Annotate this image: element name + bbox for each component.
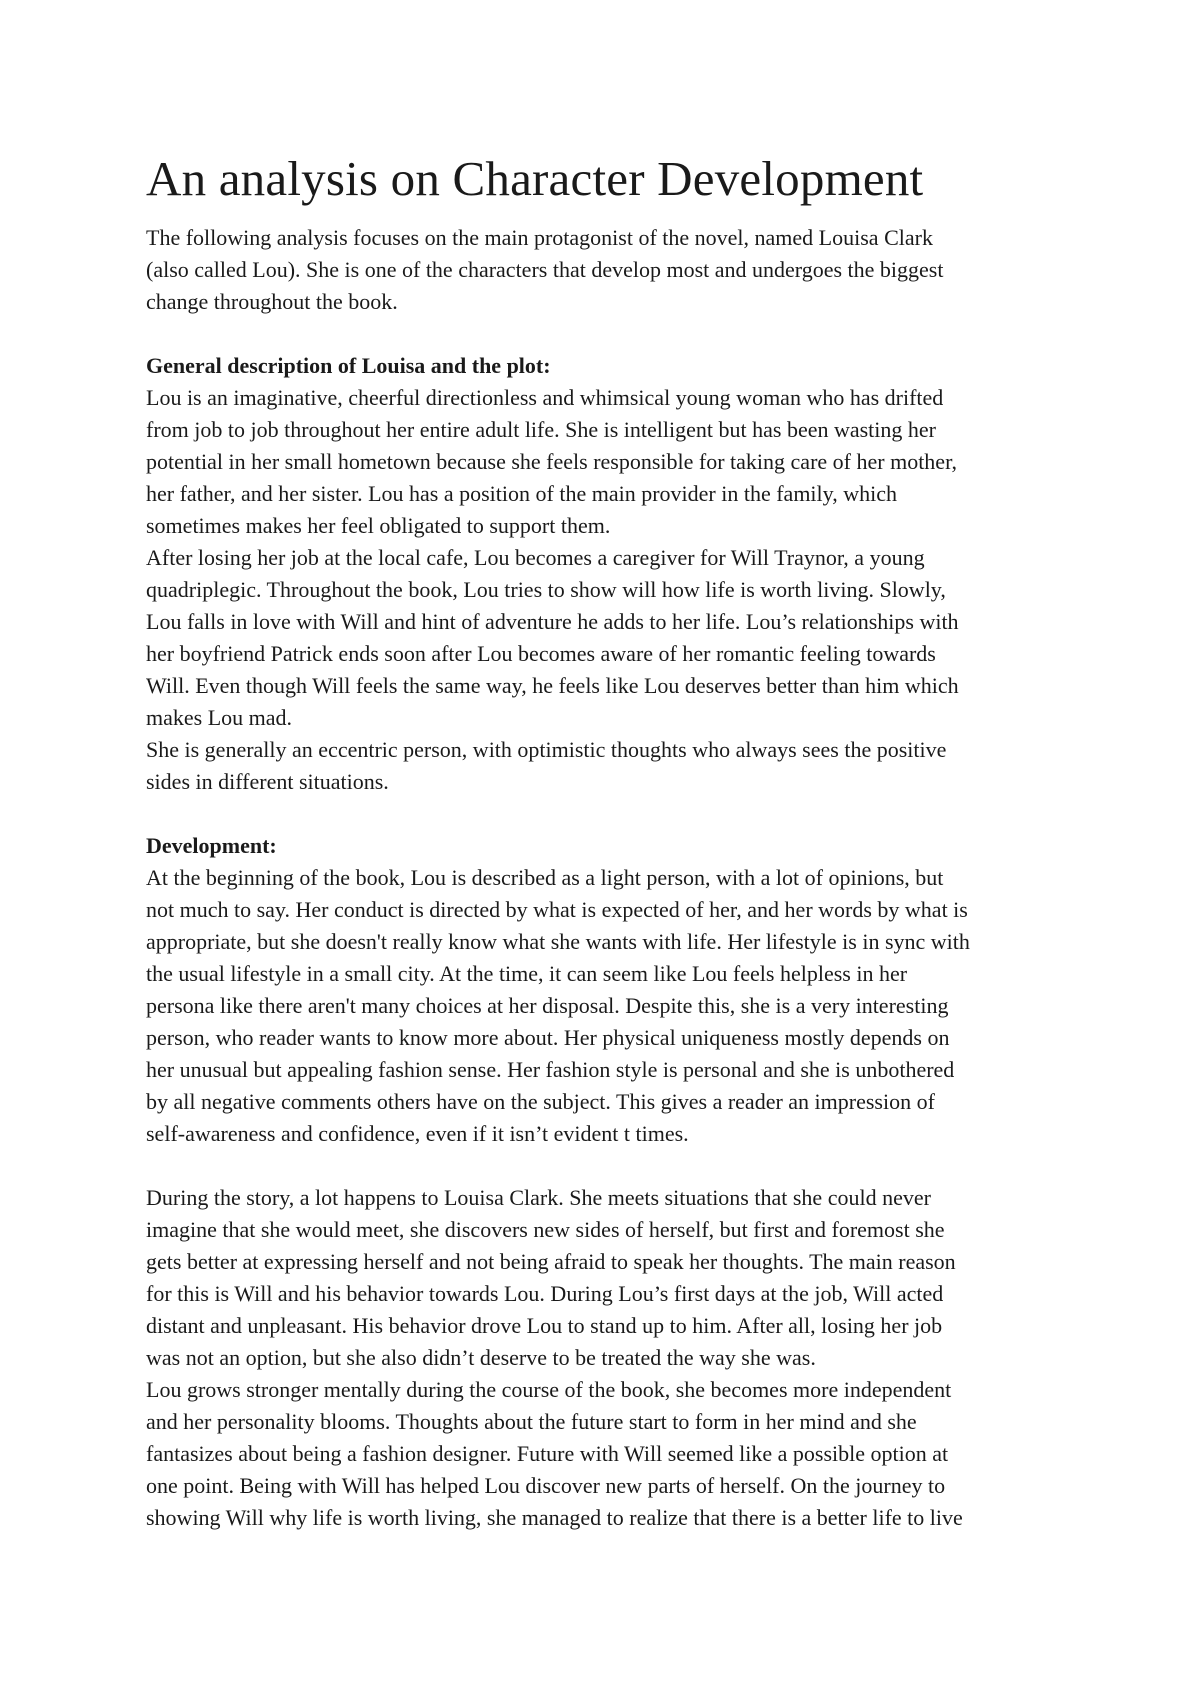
text-line: During the story, a lot happens to Louisa Clark. She meets situations that she could never [146, 1185, 931, 1210]
text-line: her unusual but appealing fashion sense. Her fashion style is personal and she is unbothered [146, 1057, 955, 1082]
text-line: She is generally an eccentric person, with optimistic thoughts who always sees the positive [146, 737, 947, 762]
text-line: The following analysis focuses on the main protagonist of the novel, named Louisa Clark [146, 225, 933, 250]
paragraph [146, 862, 1066, 1150]
text-line: one point. Being with Will has helped Lou discover new parts of herself. On the journey to [146, 1473, 946, 1498]
section-heading-general-description: General description of Louisa and the plot: [146, 353, 551, 378]
paragraph-spacer [146, 798, 1066, 830]
text-line: sometimes makes her feel obligated to support them. [146, 513, 611, 538]
text-line: After losing her job at the local cafe, Lou becomes a caregiver for Will Traynor, a young [146, 545, 925, 570]
text-line: makes Lou mad. [146, 705, 293, 730]
text-line: from job to job throughout her entire adult life. She is intelligent but has been wasting her [146, 417, 937, 442]
paragraph [146, 734, 1066, 798]
paragraph [146, 1182, 1066, 1374]
text-line: for this is Will and his behavior towards Lou. During Lou’s first days at the job, Will acted [146, 1281, 944, 1306]
text-line: Lou grows stronger mentally during the course of the book, she becomes more independent [146, 1377, 952, 1402]
text-line: Lou is an imaginative, cheerful directionless and whimsical young woman who has drifted [146, 385, 944, 410]
text-line: At the beginning of the book, Lou is described as a light person, with a lot of opinions, but [146, 865, 944, 890]
text-line: person, who reader wants to know more about. Her physical uniqueness mostly depends on [146, 1025, 950, 1050]
paragraph-spacer [146, 318, 1066, 350]
text-line: not much to say. Her conduct is directed by what is expected of her, and her words by what is [146, 897, 968, 922]
text-line: her boyfriend Patrick ends soon after Lou becomes aware of her romantic feeling towards [146, 641, 936, 666]
text-line: imagine that she would meet, she discovers new sides of herself, but first and foremost she [146, 1217, 945, 1242]
text-line: Will. Even though Will feels the same way, he feels like Lou deserves better than him which [146, 673, 959, 698]
text-line: sides in different situations. [146, 769, 389, 794]
text-line: persona like there aren't many choices at her disposal. Despite this, she is a very interesting [146, 993, 949, 1018]
paragraph [146, 542, 1066, 734]
text-line: (also called Lou). She is one of the characters that develop most and undergoes the biggest [146, 257, 944, 282]
text-line: was not an option, but she also didn’t deserve to be treated the way she was. [146, 1345, 816, 1370]
document-title: An analysis on Character Development [146, 151, 924, 206]
text-line: her father, and her sister. Lou has a position of the main provider in the family, which [146, 481, 897, 506]
text-line: fantasizes about being a fashion designer. Future with Will seemed like a possible option at [146, 1441, 949, 1466]
text-line: change throughout the book. [146, 289, 398, 314]
text-line: the usual lifestyle in a small city. At the time, it can seem like Lou feels helpless in her [146, 961, 908, 986]
text-line: by all negative comments others have on the subject. This gives a reader an impression of [146, 1089, 935, 1114]
text-line: distant and unpleasant. His behavior drove Lou to stand up to him. After all, losing her job [146, 1313, 943, 1338]
text-line: potential in her small hometown because she feels responsible for taking care of her mother, [146, 449, 958, 474]
text-line: and her personality blooms. Thoughts about the future start to form in her mind and she [146, 1409, 917, 1434]
paragraph-spacer [146, 1150, 1066, 1182]
text-line: gets better at expressing herself and not being afraid to speak her thoughts. The main reason [146, 1249, 956, 1274]
text-line: quadriplegic. Throughout the book, Lou tries to show will how life is worth living. Slowly, [146, 577, 946, 602]
intro-paragraph [146, 222, 1066, 318]
document-page [146, 148, 1066, 1534]
text-line: Lou falls in love with Will and hint of adventure he adds to her life. Lou’s relationships with [146, 609, 959, 634]
paragraph [146, 382, 1066, 542]
text-line: showing Will why life is worth living, she managed to realize that there is a better life to live [146, 1505, 963, 1530]
paragraph [146, 1374, 1066, 1534]
section-heading-development: Development: [146, 833, 277, 858]
text-line: self-awareness and confidence, even if it isn’t evident t times. [146, 1121, 689, 1146]
text-line: appropriate, but she doesn't really know what she wants with life. Her lifestyle is in sync with [146, 929, 970, 954]
